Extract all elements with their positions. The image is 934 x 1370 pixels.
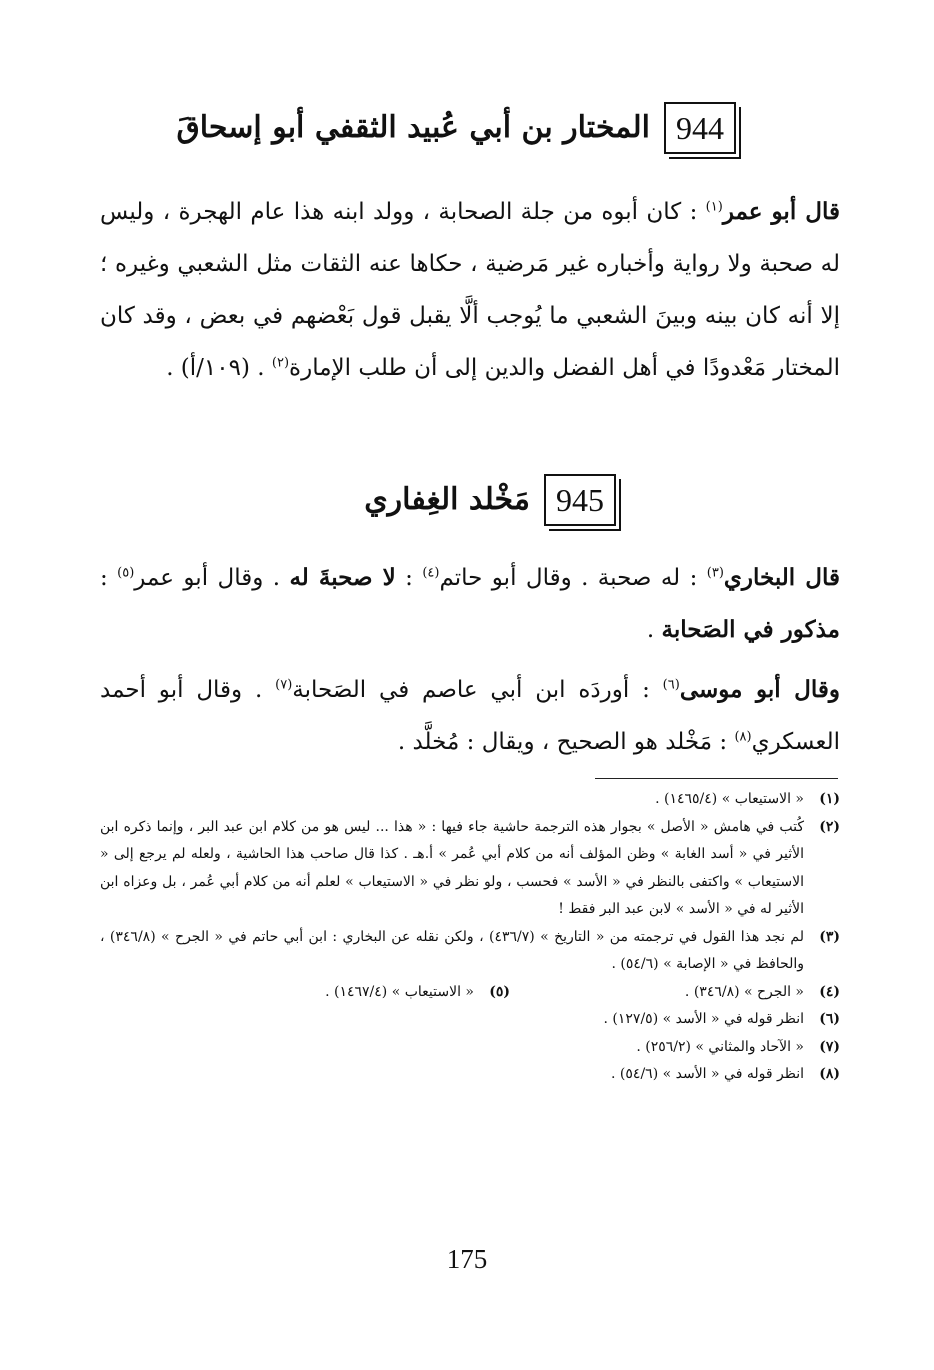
footnote-text: « الجرح » (٣٤٦/٨) .: [684, 983, 804, 1000]
footnote-ref: (٦): [662, 677, 680, 693]
paragraph-text: .: [646, 617, 662, 643]
bold-quote: لا صحبةَ له: [289, 564, 396, 591]
footnote-number: (٧): [819, 1038, 840, 1055]
footnote-ref: (٥): [117, 565, 135, 581]
paragraph-text: : له صحبة . وقال أبو حاتم: [439, 565, 707, 591]
speaker-name: قال البخاري: [723, 564, 841, 591]
footnote-number: (٨): [819, 1066, 840, 1082]
footnote-separator: [595, 778, 838, 779]
footnote-5: [110, 979, 510, 1007]
footnote-number: (١): [819, 791, 840, 807]
footnotes: [100, 786, 840, 1089]
footnote-row-4-5: [100, 979, 840, 1007]
footnote-6: [100, 1006, 840, 1034]
page-number: 175: [446, 1244, 488, 1274]
entry-number-box: 944: [664, 102, 736, 154]
speaker-name: قال أبو عمر: [722, 198, 840, 225]
entry-title: مَخْلد الغِفاري: [364, 482, 530, 517]
footnote-number: (٤): [819, 983, 840, 1000]
footnote-text: انظر قوله في « الأسد » (١٢٧/٥) .: [603, 1011, 804, 1027]
footnote-3: [100, 924, 840, 979]
paragraph-text: . وقال أبو عمر: [134, 565, 290, 591]
paragraph-text-end: . (١٠٩/أ) .: [166, 355, 272, 381]
paragraph-text: : مَخْلد هو الصحيح ، ويقال : مُخلَّد .: [397, 729, 735, 755]
footnote-text: انظر قوله في « الأسد » (٥٤/٦) .: [611, 1066, 804, 1082]
footnote-number: (٦): [819, 1011, 840, 1027]
paragraph-text: . وقال أبو أحمد العسكري: [100, 677, 840, 755]
entry-944-paragraph: [100, 186, 840, 394]
footnote-ref: (٧): [275, 677, 293, 693]
footnote-ref: (٢): [271, 355, 290, 371]
footnote-ref: (٨): [734, 729, 752, 745]
footnote-number: (٢): [819, 818, 840, 835]
entry-945-paragraph-2: [100, 664, 840, 768]
entry-title: المختار بن أبي عُبيد الثقفي أبو إسحاقَ: [176, 110, 650, 145]
footnote-number: (٣): [819, 928, 840, 945]
footnote-ref: (١): [705, 199, 723, 215]
footnote-2: [100, 814, 840, 924]
entry-945-paragraph-1: [100, 552, 840, 656]
entry-945-heading: [364, 474, 616, 526]
footnote-ref: (٣): [706, 565, 724, 581]
footnote-text: « الاستيعاب » (١٤٦٧/٤) .: [325, 983, 474, 1000]
entry-number-box: 945: [544, 474, 616, 526]
footnote-8: [100, 1061, 840, 1089]
paragraph-text: : أوردَه ابن أبي عاصم في الصَحابة: [292, 677, 663, 703]
bold-quote: مذكور في الصَحابة: [661, 616, 840, 643]
footnote-text: « الآحاد والمثاني » (٢٥٦/٢) .: [636, 1038, 804, 1055]
entry-944-heading: [177, 102, 736, 154]
paragraph-text: : كان أبوه من جلة الصحابة ، وولد ابنه هذا عام الهجرة ، وليس له صحبة ولا رواية وأخباره غير مَرضية ، حكاها عنه الثقات مثل الشعبي وغيره ؛ إلا أنه كان بينه وبينَ الشعبي ما يُوجب ألَّا يقبل قول بَعْضهم في بعض ، وقد كان المختار مَعْدودًا في أهل الفضل والدين إلى أن طلب الإمارة: [100, 199, 840, 381]
speaker-name: وقال أبو موسى: [679, 676, 841, 703]
footnote-ref: (٤): [422, 565, 440, 581]
footnote-4: [510, 979, 840, 1007]
paragraph-text: :: [395, 565, 423, 591]
footnote-number: (٥): [489, 983, 510, 1000]
footnote-1: [100, 786, 840, 814]
footnote-7: [100, 1034, 840, 1062]
footnote-text: لم نجد هذا القول في ترجمته من « التاريخ » (٤٣٦/٧) ، ولكن نقله عن البخاري : ابن أبي حاتم في « الجرح » (٣٤٦/٨) ، والحافظ في « الإصابة » (٥٤/٦) .: [100, 928, 804, 972]
footnote-text: « الاستيعاب » (١٤٦٥/٤) .: [655, 791, 804, 807]
footnote-text: كُتب في هامش « الأصل » بجوار هذه الترجمة حاشية جاء فيها : « هذا ... ليس هو من كلام ابن عبد البر ، وإنما ذكره ابن الأثير في « أسد الغابة » وظن المؤلف أنه من كلام أبي عُمر » أ.هـ . كذا قال صاحب هذا الحاشية ، ولعله لم يرجع إلى « الاستيعاب » واكتفى بالنظر في « الأسد » فحسب ، ولو نظر في « الاستيعاب » لعلم أنه من كلام أبي عُمر ، بل وعزاه ابن الأثير له في « الأسد » لابن عبد البر فقط !: [100, 818, 804, 917]
paragraph-text: :: [100, 565, 118, 591]
